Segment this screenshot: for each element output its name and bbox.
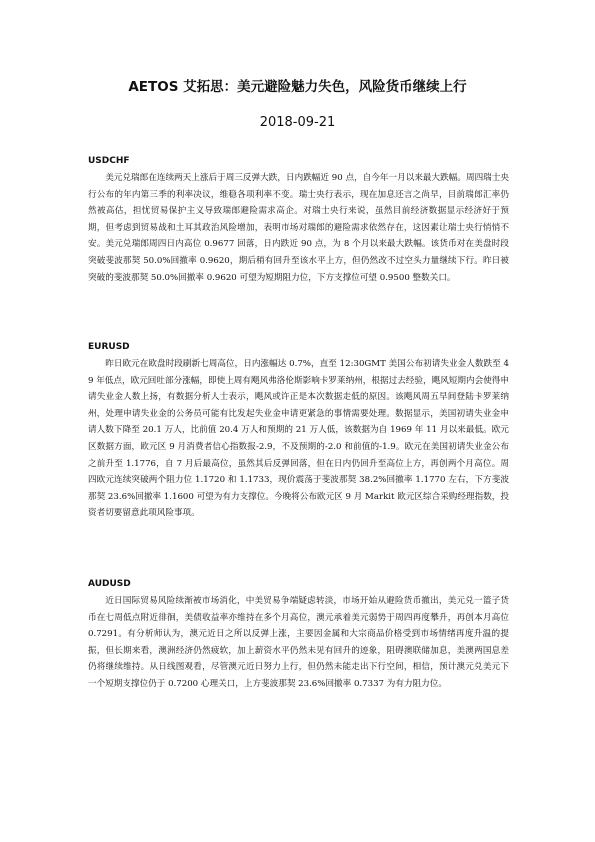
section-heading: AUDUSD [88, 579, 131, 589]
section-usdchf [88, 155, 509, 286]
section-body: 近日国际贸易风险续渐被市场消化，中美贸易争端疑虑转淡，市场开始从避险货币撤出，美元兑一篮子货币在七周低点附近徘徊，美债收益率亦维持在多个月高位，澳元承着美元弱势于周四再度攀升，再创本月高位 0.7291。有分析师认为，澳元近日之所以反弹上涨，主要因金属和大宗商品价格受到市场情绪再度升温的提振，但长期来看，澳洲经济仍然疲软，加上薪资水平仍然未见有回升的迹象，阻碍澳联储加息，美澳两国息差仍将继续维持。从日线图观看，尽管澳元近日努力上行，但仍然未能走出下行空间，相信，预计澳元兑美元下一个短期支撑位仍于 0.7200 心理关口，上方斐波那契 23.6%回撤率 0.7337 为有力阻力位。 [88, 596, 509, 689]
section-heading: EURUSD [88, 342, 130, 352]
document-date: 2018-09-21 [259, 115, 336, 130]
document-title: AETOS 艾拓思：美元避险魅力失色，风险货币继续上行 [128, 79, 467, 95]
section-eurusd [88, 341, 509, 522]
section-heading: USDCHF [88, 156, 130, 166]
section-body: 美元兑瑞郎在连续两天上涨后于周三反弹大跌，日内跌幅近 90 点，自今年一月以来最大跌幅。周四瑞士央行公布的年内第三季的利率决议，维稳各项利率不变。瑞士央行表示，现在加息还言之尚早，目前瑞郎汇率仍然被高估，担忧贸易保护主义导致瑞郎避险需求高企。对瑞士央行来说，虽然目前经济数据显示经济好于预期，但考虑到贸易战和土耳其政治风险增加，表明市场对瑞郎的避险需求依然存在，这因素让瑞士央行悄悄不安。美元兑瑞郎周四日内高位 0.9677 回落，日内跌近 90 点，为 8 个月以来最大跌幅。该货币对在美盘时段突破斐波那契 50.0%回撤率 0.9620，期后稍有回升至该水平上方，但仍然改不过空头力量继续下行。昨日被突破的斐波那契 50.0%回撤率 0.9620 可望为短期阻力位，下方支撑位可望 0.9500 整数关口。 [88, 173, 509, 283]
section-body: 昨日欧元在欧盘时段刷新七周高位，日内涨幅达 0.7%，直至 12:30GMT 美国公布初请失业金人数跌至 49 年低点，欧元回吐部分涨幅，即使上周有飓风弗洛伦斯影响卡罗莱纳州，根据过去经验，飓风短期内会使得申请失业金人数上扬，有数据分析人士表示，飓风或许正是本次数据走低的原因。该飓风周五早间登陆卡罗莱纳州，处理申请失业金的公务员可能有比发起失业金申请更紧急的事情需要处理。数据显示，美国初请失业金申请人数下降至 20.1 万人，比前值 20.4 万人和预期的 21 万人低，该数据为自 1969 年 11 月以来最低。欧元区数据方面，欧元区 9 月消费者信心指数报-2.9，不及预期的-2.0 和前值的-1.9。欧元在美国初请失业金公布之前升至 1.1776，自 7 月后最高位，虽然其后反弹回落，但在日内仍回升至高位上方，再创两个月高位。周四欧元连续突破两个阻力位 1.1720 和 1.1733，现价震荡于斐波那契 38.2%回撤率 1.1770 左右，下方斐波那契 23.6%回撤率 1.1600 可望为有力支撑位。今晚将公布欧元区 9 月 Markit 欧元区综合采购经理指数，投资者切要留意此项风险事项。 [88, 359, 509, 519]
section-audusd [88, 578, 509, 693]
